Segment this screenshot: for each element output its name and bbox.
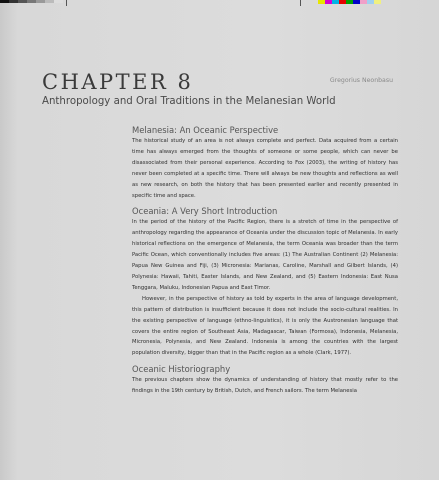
crop-mark-top-right (300, 0, 301, 6)
section-oceania-introduction (132, 206, 398, 359)
chapter-title: CHAPTER 8 (42, 70, 194, 94)
section-oceanic-historiography (132, 364, 398, 397)
body-paragraph: The previous chapters show the dynamics of understanding of history that mostly refer to the findings in the 19th century by British, Dutch, and French sailors. The term Melanesia (132, 377, 398, 395)
print-color-bar (318, 0, 381, 4)
body-paragraph: The historical study of an area is not always complete and perfect. Data acquired from a certain time has always emerged from the thoughts of someone or some people, which can never be disassociated from their personal experience. According to Fox (2003), the writing of history has never been completed at a specific time. There will always be new thoughts and reflections as well as new research, on both the history that has been presented earlier and recently presented in specific time and space. (132, 138, 398, 199)
section-heading: Melanesia: An Oceanic Perspective (132, 125, 279, 135)
body-paragraph: However, in the perspective of history as told by experts in the area of language development, this pattern of distribution is insufficient because it does not include the socio-cultural realities. In the existing perspective of language (ethno-linguistics), it is only the Austronesian language that covers the entire region of Southeast Asia, Madagascar, Taiwan (Formosa), Indonesia, Melanesia, Micronesia, Polynesia, and New Zealand. Indonesia is among the countries with the largest population diversity, bigger than that in the Pacific region as a whole (Clark, 1977). (132, 295, 398, 357)
section-melanesia-perspective (132, 125, 398, 201)
body-paragraph: In the period of the history of the Pacific Region, there is a stretch of time in the perspective of anthropology regarding the appearance of Oceania under the discussion topic of Melanesia. In early historical reflections on the emergence of Melanesia, the term Oceania was broader than the term Pacific Ocean, which conventionally includes five areas: (1) The Australian Continent (2) Melanesia: Papua New Guinea and Fiji, (3) Micronesia: Marianas, Caroline, Marshall and Gilbert Islands, (4) Polynesia: Hawaii, Tahiti, Easter Islands, and New Zealand, and (5) Eastern Indonesia: East Nusa Tenggara, Maluku, Indonesian Papua and East Timor. (132, 219, 398, 291)
section-heading: Oceanic Historiography (132, 364, 231, 375)
section-heading: Oceania: A Very Short Introduction (132, 206, 278, 217)
author-name: Gregorius Neonbasu (329, 77, 393, 84)
print-gray-scale-bar (0, 0, 63, 3)
crop-mark-top-left (66, 0, 67, 6)
chapter-body (132, 125, 398, 397)
chapter-subtitle: Anthropology and Oral Traditions in the Melanesian World (42, 96, 336, 107)
